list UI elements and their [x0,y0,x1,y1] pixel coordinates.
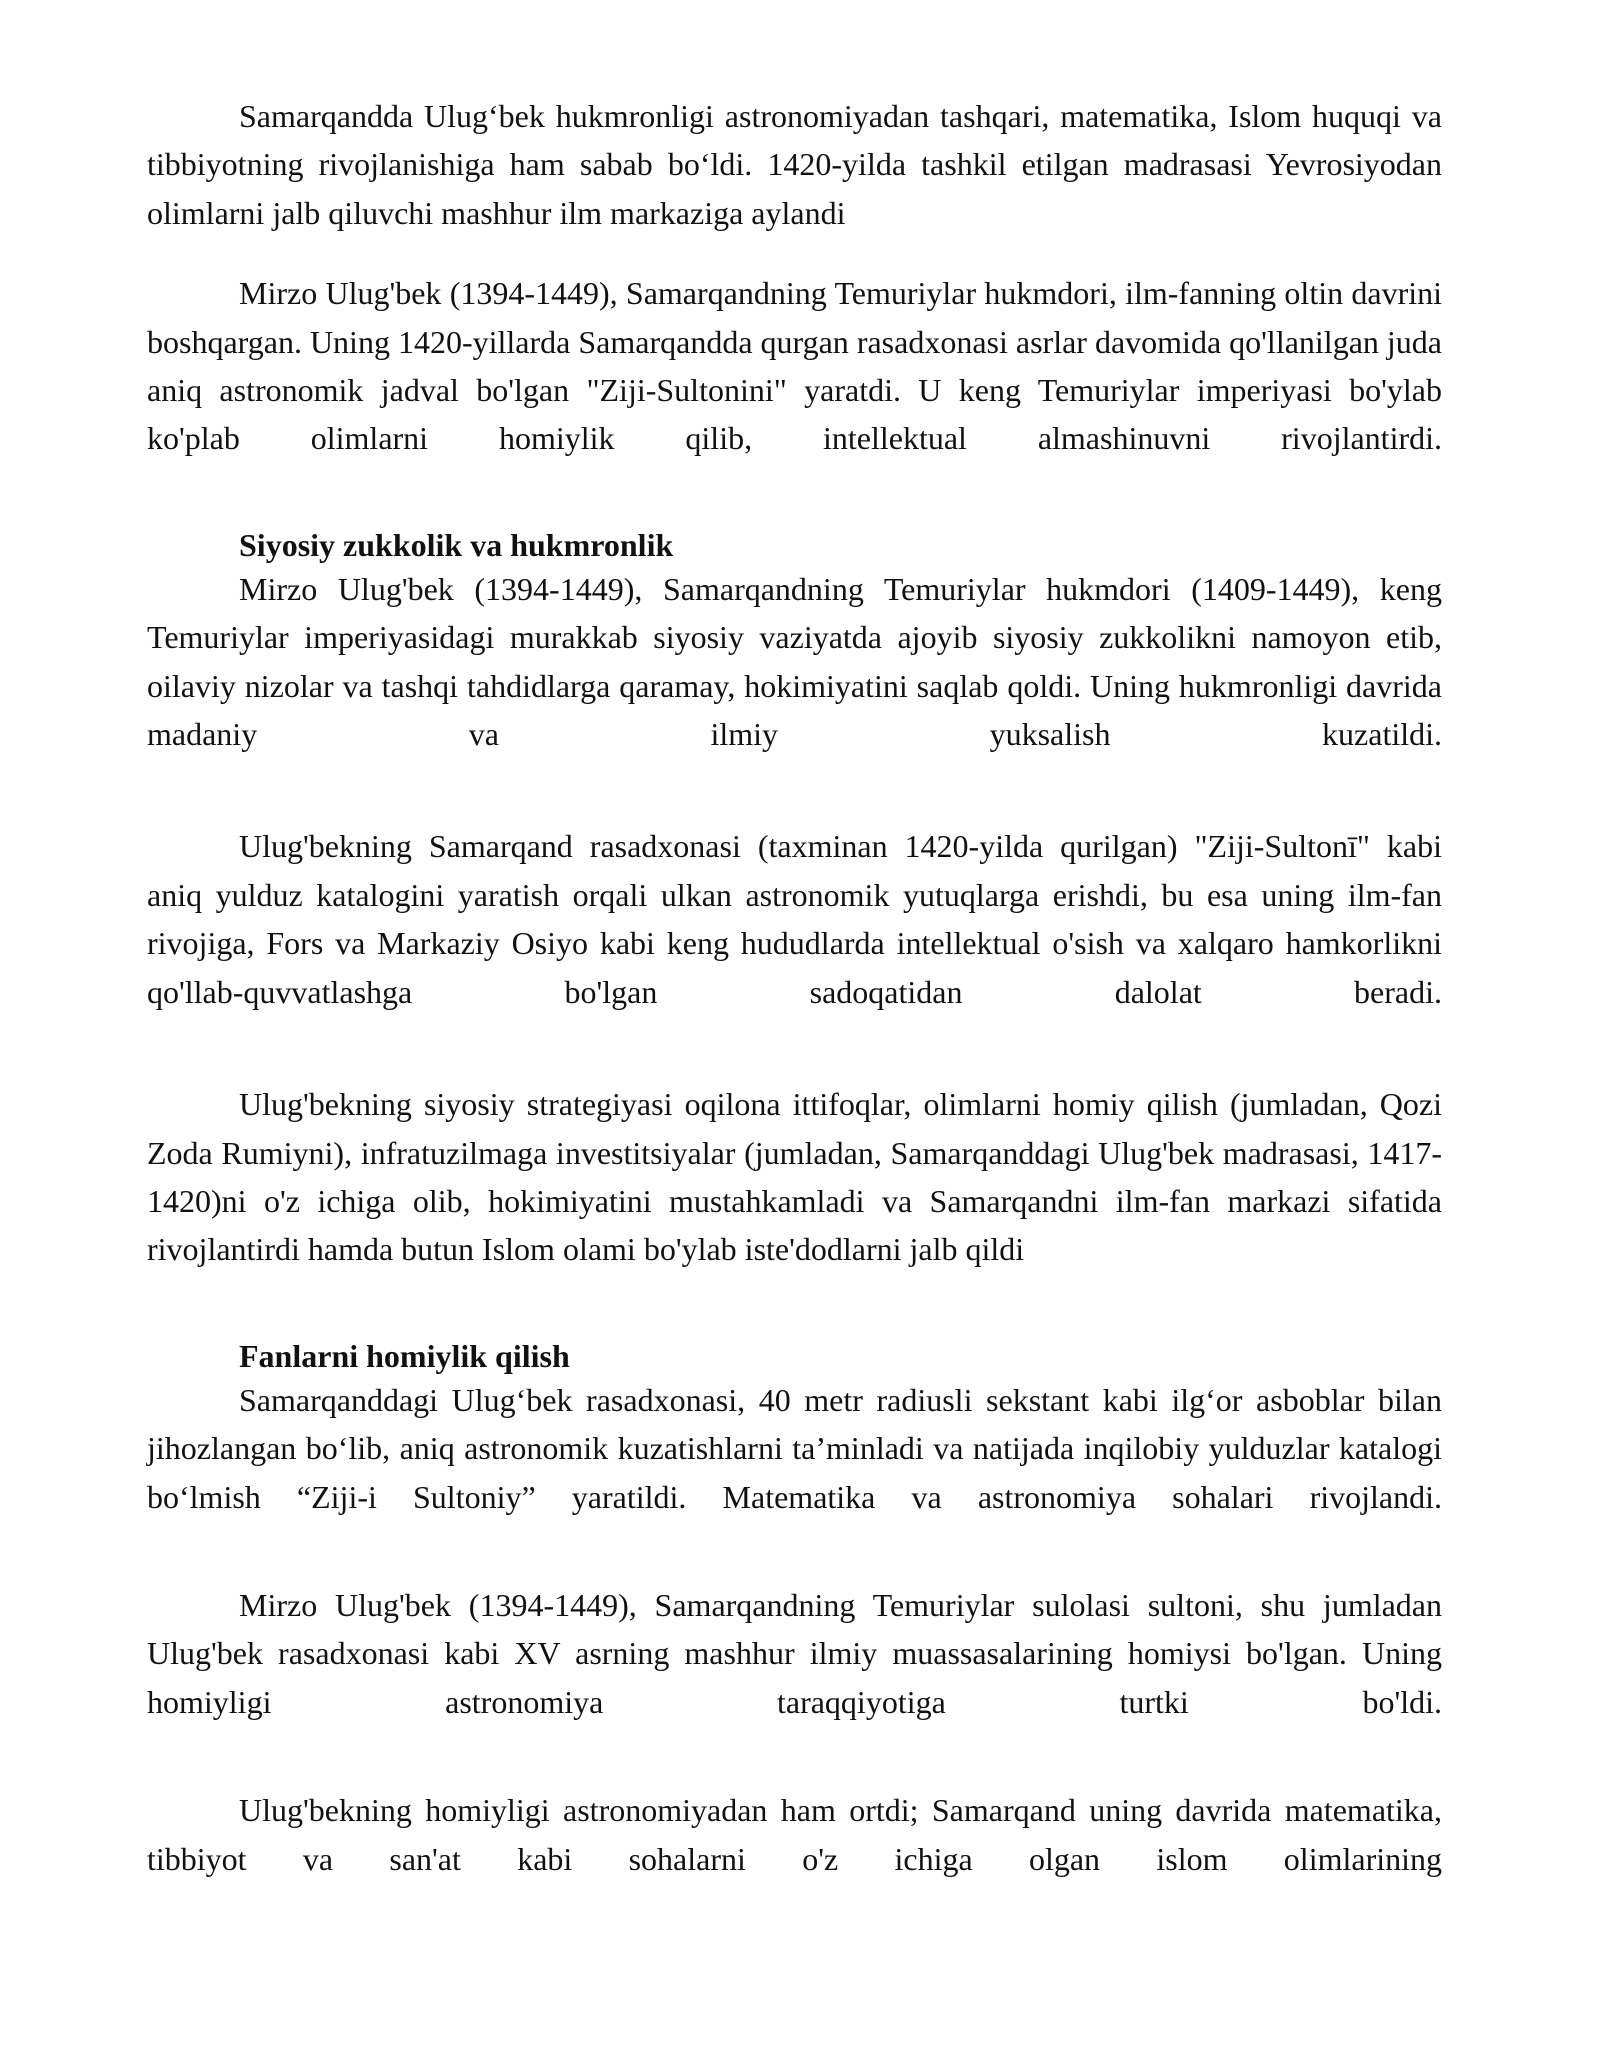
paragraph-rasadxona-yutuqlar: Ulug'bekning Samarqand rasadxonasi (taxminan 1420-yilda qurilgan) "Ziji-Sultonī" kabi aniq yulduz katalogini yaratish orqali ulkan astronomik yutuqlarga erishdi, bu esa uning ilm-fan rivojiga, Fors va Markaziy Osiyo kabi keng hududlarda intellektual o'sish va xalqaro hamkorlikni qo'llab-quvvatlashga bo'lgan sadoqatidan dalolat beradi. [147,828,1442,1010]
paragraph-ilmiy-muassasalar-homiysi: Mirzo Ulug'bek (1394-1449), Samarqandning Temuriylar sulolasi sultoni, shu jumladan Ulug'bek rasadxonasi kabi XV asrning mashhur ilmiy muassasalarining homiysi bo'lgan. Uning homiyligi astronomiya taraqqiyotiga turtki bo'ldi. [147,1586,1442,1720]
section-heading-fanlarni-homiylik: Fanlarni homiylik qilish [239,1337,570,1374]
paragraph-gap [147,463,1442,525]
paragraph-homiylik-sohalar: Ulug'bekning homiyligi astronomiyadan ham ortdi; Samarqand uning davrida matematika, tibbiyot va san'at kabi sohalarni o'z ichiga olgan islom olimlarining [147,1792,1442,1877]
paragraph-siyosiy-zukkolik: Mirzo Ulug'bek (1394-1449), Samarqandning Temuriylar hukmdori (1409-1449), keng Temuriylar imperiyasidagi murakkab siyosiy vaziyatda ajoyib siyosiy zukkolikni namoyon etib, oilaviy nizolar va tashqi tahdidlarga qaramay, hokimiyatini saqlab qoldi. Uning hukmronligi davrida madaniy va ilmiy yuksalish kuzatildi. [147,570,1442,753]
paragraph-gap [147,1016,1442,1080]
section-heading-siyosiy-zukkolik: Siyosiy zukkolik va hukmronlik [239,526,674,563]
paragraph-siyosiy-strategiya: Ulug'bekning siyosiy strategiyasi oqilona ittifoqlar, olimlarni homiy qilish (jumladan, Qozi Zoda Rumiyni), infratuzilmaga investitsiyalar (jumladan, Samarqanddagi Ulug'bek madrasasi, 1417-1420)ni o'z ichiga olib, hokimiyatini mustahkamladi va Samarqandni ilm-fan markazi sifatida rivojlantirdi hamda butun Islom olami bo'ylab iste'dodlarni jalb qildi [147,1086,1442,1268]
paragraph-rasadxona-asboblar: Samarqanddagi Ulug‘bek rasadxonasi, 40 metr radiusli sekstant kabi ilg‘or asboblar bilan jihozlangan bo‘lib, aniq astronomik kuzatishlarni ta’minladi va natijada inqilobiy yulduzlar katalogi bo‘lmish “Ziji-i Sultoniy” yaratildi. Matematika va astronomiya sohalari rivojlandi. [147,1381,1442,1515]
paragraph-gap [147,758,1442,822]
paragraph-mirzo-ulugbek-oltin-davr: Mirzo Ulug'bek (1394-1449), Samarqandning Temuriylar hukmdori, ilm-fanning oltin davrini boshqargan. Uning 1420-yillarda Samarqandda qurgan rasadxonasi asrlar davomida qo'llanilgan juda aniq astronomik jadval bo'lgan "Ziji-Sultonini" yaratdi. U keng Temuriylar imperiyasi bo'ylab ko'plab olimlarni homiylik qilib, intellektual almashinuvni rivojlantirdi. [147,275,1442,457]
paragraph-samarqand-hukmronlik: Samarqandda Ulug‘bek hukmronligi astronomiyadan tashqari, matematika, Islom huquqi va tibbiyotning rivojlanishiga ham sabab bo‘ldi. 1420-yilda tashkil etilgan madrasasi Yevrosiyodan olimlarni jalb qiluvchi mashhur ilm markaziga aylandi [147,98,1442,231]
document-page [147,92,1442,1883]
paragraph-gap [147,237,1442,269]
paragraph-gap [147,1726,1442,1786]
paragraph-gap [147,1521,1442,1581]
paragraph-gap [147,1274,1442,1336]
